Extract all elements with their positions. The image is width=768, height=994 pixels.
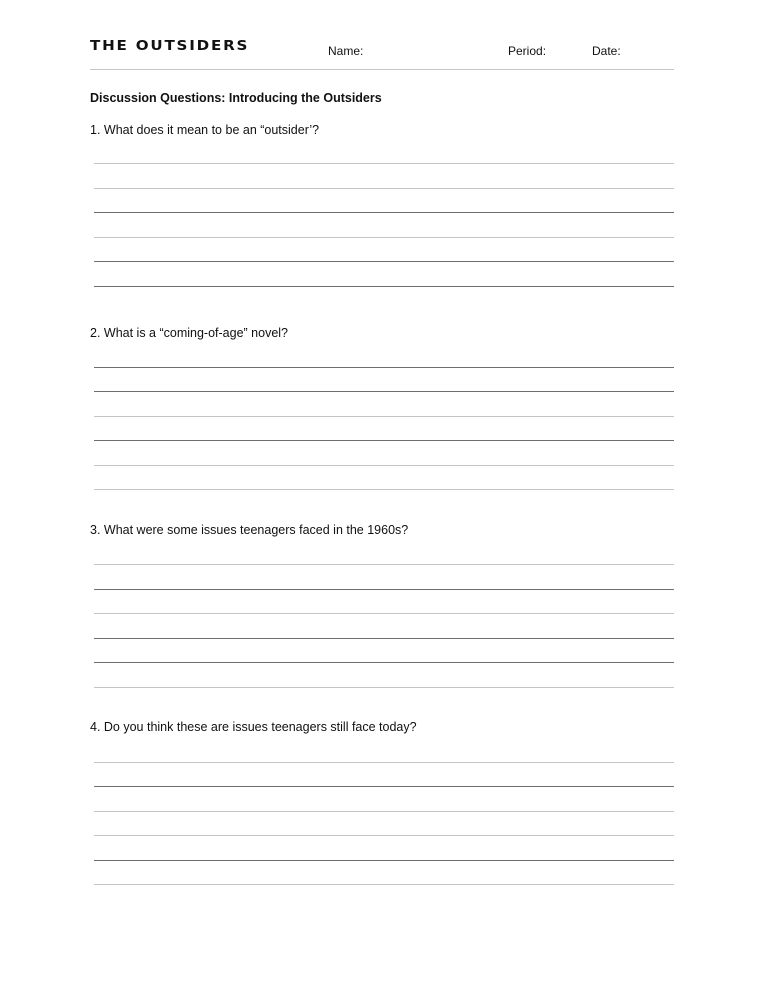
answer-line[interactable] <box>94 638 674 639</box>
answer-line[interactable] <box>94 811 674 812</box>
header-divider <box>90 69 674 70</box>
answer-line[interactable] <box>94 762 674 763</box>
answer-line[interactable] <box>94 440 674 441</box>
period-label: Period: <box>508 44 547 58</box>
worksheet-brand-title: THE OUTSIDERS <box>90 38 250 54</box>
answer-line[interactable] <box>94 564 674 565</box>
date-label: Date: <box>592 44 621 58</box>
answer-line[interactable] <box>94 884 674 885</box>
answer-line[interactable] <box>94 786 674 787</box>
answer-line[interactable] <box>94 261 674 262</box>
question-4-text: 4. Do you think these are issues teenagers still face today? <box>90 720 417 734</box>
question-1 <box>90 124 690 137</box>
answer-line[interactable] <box>94 835 674 836</box>
answer-line[interactable] <box>94 589 674 590</box>
answer-line[interactable] <box>94 860 674 861</box>
question-2 <box>90 327 690 340</box>
question-1-text: 1. What does it mean to be an “outsider’? <box>90 123 320 137</box>
answer-line[interactable] <box>94 212 674 213</box>
question-2-text: 2. What is a “coming-of-age” novel? <box>90 326 289 340</box>
answer-line[interactable] <box>94 286 674 287</box>
question-4 <box>90 721 690 734</box>
worksheet-header <box>0 0 768 72</box>
answer-line[interactable] <box>94 687 674 688</box>
answer-line[interactable] <box>94 465 674 466</box>
question-3-text: 3. What were some issues teenagers faced in the 1960s? <box>90 523 409 537</box>
question-3 <box>90 524 690 537</box>
answer-line[interactable] <box>94 188 674 189</box>
answer-line[interactable] <box>94 489 674 490</box>
answer-line[interactable] <box>94 416 674 417</box>
answer-line[interactable] <box>94 367 674 368</box>
section-title: Discussion Questions: Introducing the Outsiders <box>90 91 382 105</box>
answer-line[interactable] <box>94 613 674 614</box>
answer-line[interactable] <box>94 237 674 238</box>
answer-line[interactable] <box>94 163 674 164</box>
answer-line[interactable] <box>94 391 674 392</box>
answer-line[interactable] <box>94 662 674 663</box>
name-label: Name: <box>328 44 364 58</box>
